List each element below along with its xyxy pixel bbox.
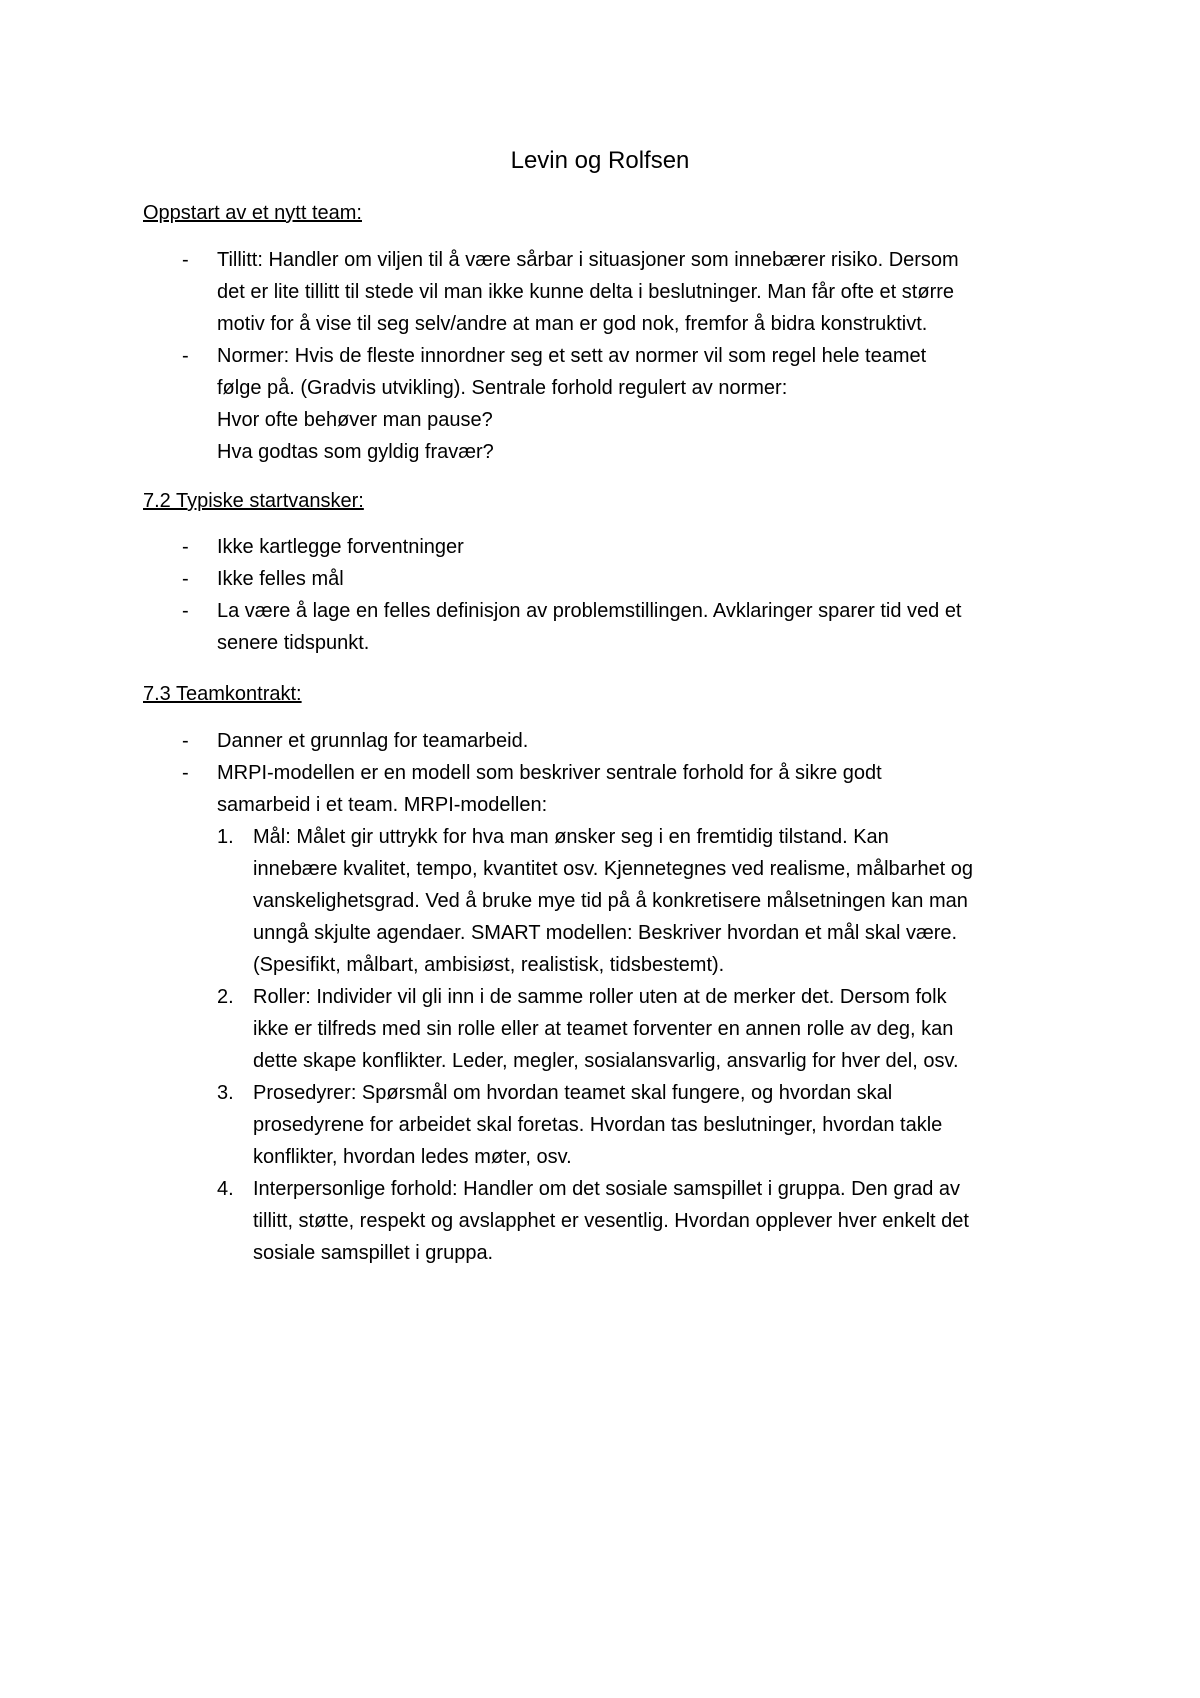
numbered-item-line: ikke er tilfreds med sin rolle eller at teamet forventer en annen rolle av deg, kan — [253, 1018, 954, 1040]
list-item — [0, 757, 1077, 821]
list-item-line: senere tidspunkt. — [217, 632, 370, 654]
item-number: 1. — [217, 826, 234, 848]
bullet-dash: - — [182, 345, 189, 367]
list-item-line: Hva godtas som gyldig fravær? — [217, 441, 494, 463]
bullet-dash: - — [182, 600, 189, 622]
bullet-dash: - — [182, 536, 189, 558]
numbered-item-line: sosiale samspillet i gruppa. — [253, 1242, 494, 1264]
list-item-line: samarbeid i et team. MRPI-modellen: — [217, 794, 548, 816]
list-item-line: Ikke felles mål — [217, 568, 344, 590]
list-item — [0, 595, 1077, 659]
numbered-item-line: vanskelighetsgrad. Ved å bruke mye tid på å konkretisere målsetningen kan man — [253, 890, 968, 912]
numbered-item-line: innebære kvalitet, tempo, kvantitet osv. Kjennetegnes ved realisme, målbarhet og — [253, 858, 974, 880]
item-number: 4. — [217, 1178, 234, 1200]
numbered-item-line: konflikter, hvordan ledes møter, osv. — [253, 1146, 572, 1168]
numbered-item-line: Interpersonlige forhold: Handler om det sosiale samspillet i gruppa. Den grad av — [253, 1178, 961, 1200]
numbered-item — [0, 1077, 1077, 1173]
bullet-dash: - — [182, 762, 189, 784]
list-item-line: Tillitt: Handler om viljen til å være sårbar i situasjoner som innebærer risiko. Dersom — [217, 249, 959, 271]
item-number: 2. — [217, 986, 234, 1008]
bullet-dash: - — [182, 730, 189, 752]
list-item — [0, 340, 1077, 468]
section-heading-oppstart: Oppstart av et nytt team: — [143, 202, 362, 224]
numbered-item-line: tillitt, støtte, respekt og avslapphet er vesentlig. Hvordan opplever hver enkelt det — [253, 1210, 969, 1232]
list-item-line: Danner et grunnlag for teamarbeid. — [217, 730, 529, 752]
numbered-item-line: Mål: Målet gir uttrykk for hva man ønsker seg i en fremtidig tilstand. Kan — [253, 826, 889, 848]
numbered-item-line: unngå skjulte agendaer. SMART modellen: Beskriver hvordan et mål skal være. — [253, 922, 958, 944]
list-item-line: La være å lage en felles definisjon av problemstillingen. Avklaringer sparer tid ved et — [217, 600, 962, 622]
document-title: Levin og Rolfsen — [510, 147, 690, 174]
bullet-dash: - — [182, 249, 189, 271]
numbered-item-line: Prosedyrer: Spørsmål om hvordan teamet skal fungere, og hvordan skal — [253, 1082, 893, 1104]
list-item-line: Normer: Hvis de fleste innordner seg et sett av normer vil som regel hele teamet — [217, 345, 927, 367]
list-item — [0, 531, 1077, 563]
list-item-line: følge på. (Gradvis utvikling). Sentrale forhold regulert av normer: — [217, 377, 788, 399]
mrpi-numbered-list — [0, 821, 1200, 1269]
bullet-dash: - — [182, 568, 189, 590]
numbered-item — [0, 821, 1077, 981]
list-item-line: Hvor ofte behøver man pause? — [217, 409, 493, 431]
list-item-line: motiv for å vise til seg selv/andre at man er god nok, fremfor å bidra konstruktivt. — [217, 313, 928, 335]
list-item — [0, 244, 1077, 340]
section-heading-teamkontrakt: 7.3 Teamkontrakt: — [143, 683, 302, 705]
list-item-line: MRPI-modellen er en modell som beskriver sentrale forhold for å sikre godt — [217, 762, 882, 784]
numbered-item — [0, 981, 1077, 1077]
teamkontrakt-bullet-list — [0, 725, 1200, 821]
section-heading-startvansker: 7.2 Typiske startvansker: — [143, 490, 364, 512]
list-item — [0, 725, 1077, 757]
item-number: 3. — [217, 1082, 234, 1104]
numbered-item — [0, 1173, 1077, 1269]
numbered-item-line: Roller: Individer vil gli inn i de samme roller uten at de merker det. Dersom folk — [253, 986, 947, 1008]
numbered-item-line: (Spesifikt, målbart, ambisiøst, realistisk, tidsbestemt). — [253, 954, 725, 976]
list-item-line: Ikke kartlegge forventninger — [217, 536, 464, 558]
numbered-item-line: dette skape konflikter. Leder, megler, sosialansvarlig, ansvarlig for hver del, osv. — [253, 1050, 959, 1072]
oppstart-bullet-list — [0, 244, 1200, 468]
list-item-line: det er lite tillitt til stede vil man ikke kunne delta i beslutninger. Man får ofte et større — [217, 281, 955, 303]
startvansker-bullet-list — [0, 531, 1200, 659]
numbered-item-line: prosedyrene for arbeidet skal foretas. Hvordan tas beslutninger, hvordan takle — [253, 1114, 943, 1136]
list-item — [0, 563, 1077, 595]
